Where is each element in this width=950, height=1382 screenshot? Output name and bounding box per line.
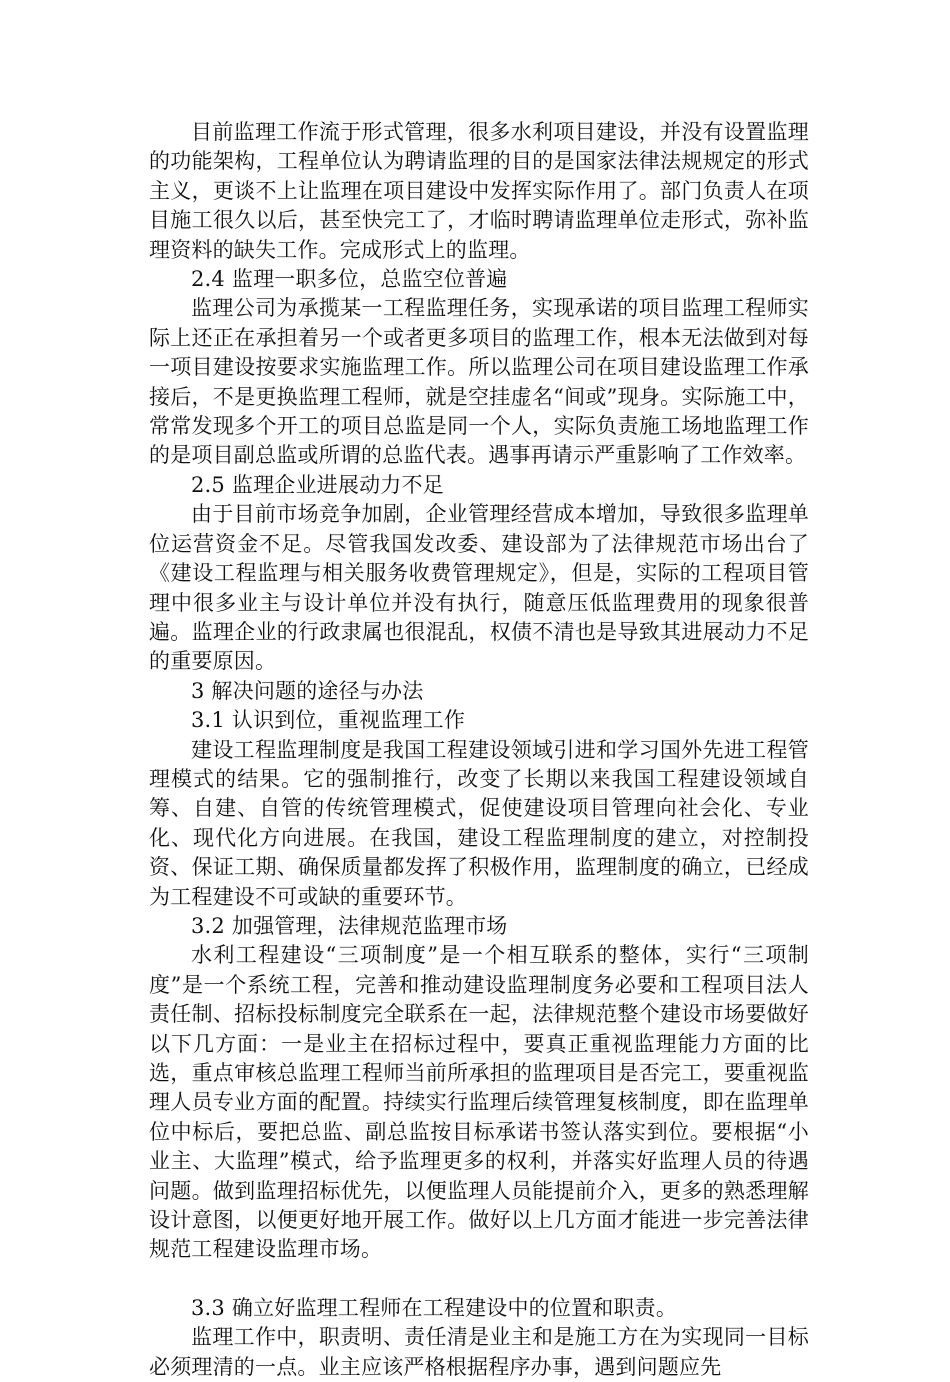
paragraph-formal-supervision: 目前监理工作流于形式管理，很多水利项目建设，并没有设置监理的功能架构，工程单位认为聘请监理的目的是国家法律法规规定的形式主义，更谈不上让监理在项目建设中发挥实际作用了。部门负责人在项目施工很久以后，甚至快完工了，才临时聘请监理单位走形式，弥补监理资料的缺失工作。完成形式上的监理。 [149, 120, 809, 262]
section-heading-3-1: 3.1 认识到位，重视监理工作 [191, 708, 466, 733]
paragraph-spacer [149, 1265, 809, 1294]
paragraph-multiple-posts: 监理公司为承揽某一工程监理任务，实现承诺的项目监理工程师实际上还正在承担着另一个或者更多项目的监理工作，根本无法做到对每一项目建设按要求实施监理工作。所以监理公司在项目建设监理工作承接后，不是更换监理工程师，就是空挂虚名“间或”现身。实际施工中，常常发现多个开工的项目总监是同一个人，实际负责施工场地监理工作的是项目副总监或所谓的总监代表。遇事再请示严重影响了工作效率。 [149, 296, 809, 468]
section-heading-2-4: 2.4 监理一职多位，总监空位普遍 [191, 267, 508, 292]
paragraph-supervision-system: 建设工程监理制度是我国工程建设领域引进和学习国外先进工程管理模式的结果。它的强制推行，改变了长期以来我国工程建设领域自筹、自建、自管的传统管理模式，促使建设项目管理向社会化、专业化、现代化方向进展。在我国，建设工程监理制度的建立，对控制投资、保证工期、确保质量都发挥了积极作用，监理制度的确立，已经成为工程建设不可或缺的重要环节。 [149, 737, 809, 909]
section-heading-3-2: 3.2 加强管理，法律规范监理市场 [191, 913, 508, 938]
paragraph-responsibilities: 监理工作中，职责明、责任清是业主和是施工方在为实现同一目标必须理清的一点。业主应该严格根据程序办事，遇到问题应先 [149, 1325, 809, 1379]
section-heading-2-5: 2.5 监理企业进展动力不足 [191, 472, 444, 497]
document-body [149, 118, 809, 1382]
section-heading-3-3: 3.3 确立好监理工程师在工程建设中的位置和职责。 [191, 1295, 678, 1320]
paragraph-three-systems: 水利工程建设“三项制度”是一个相互联系的整体，实行“三项制度”是一个系统工程，完善和推动建设监理制度务必要和工程项目法人责任制、招标投标制度完全联系在一起，法律规范整个建设市场要做好以下几方面：一是业主在招标过程中，要真正重视监理能力方面的比选，重点审核总监理工程师当前所承担的监理项目是否完工，要重视监理人员专业方面的配置。持续实行监理后续管理复核制度，即在监理单位中标后，要把总监、副总监按目标承诺书签认落实到位。要根据“小业主、大监理”模式，给予监理更多的权利，并落实好监理人员的待遇问题。做到监理招标优先，以便监理人员能提前介入，更多的熟悉理解设计意图，以便更好地开展工作。做好以上几方面才能进一步完善法律规范工程建设监理市场。 [149, 943, 809, 1262]
section-heading-3: 3 解决问题的途径与办法 [191, 678, 424, 703]
paragraph-lack-of-momentum: 由于目前市场竞争加剧，企业管理经营成本增加，导致很多监理单位运营资金不足。尽管我国发改委、建设部为了法律规范市场出台了《建设工程监理与相关服务收费管理规定》，但是，实际的工程项目管理中很多业主与设计单位并没有执行，随意压低监理费用的现象很普遍。监理企业的行政隶属也很混乱，权债不清也是导致其进展动力不足的重要原因。 [149, 502, 809, 674]
